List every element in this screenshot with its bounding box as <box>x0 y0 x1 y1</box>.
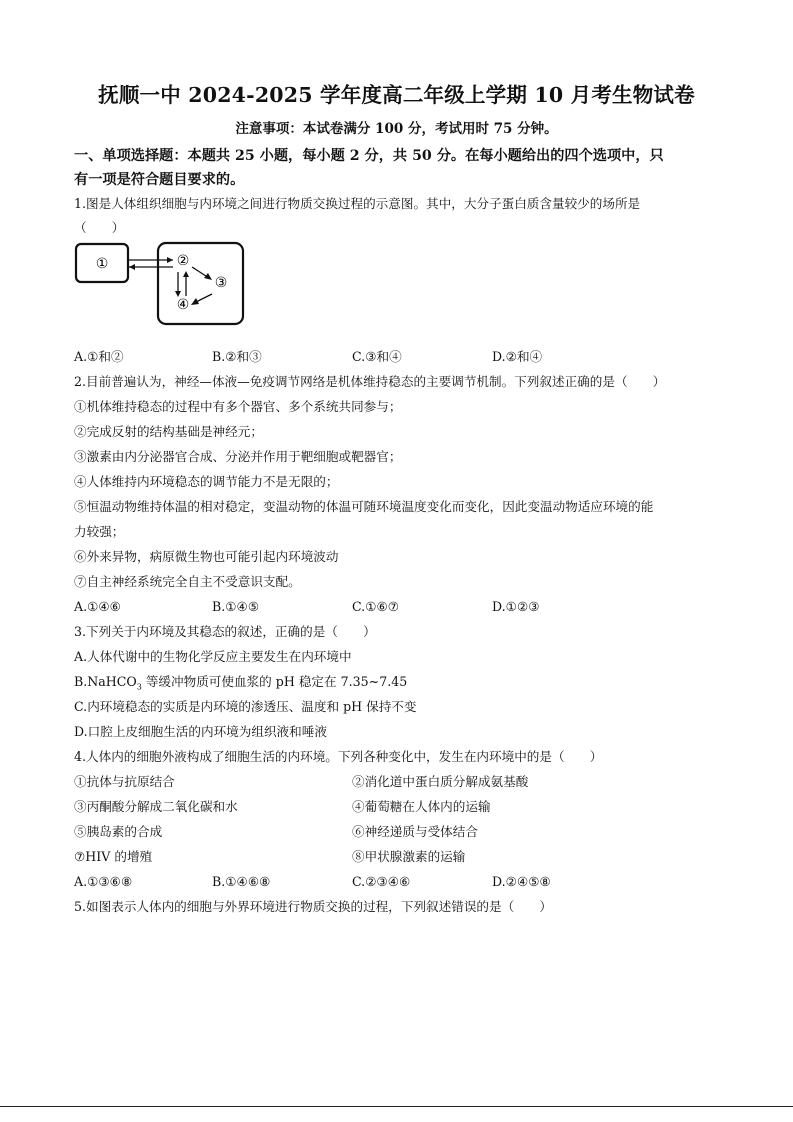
q2-item: ⑦自主神经系统完全自主不受意识支配。 <box>74 574 301 589</box>
figure-label-2: ② <box>176 253 190 269</box>
q3-option-c[interactable]: C.内环境稳态的实质是内环境的渗透压、温度和 pH 保持不变 <box>74 699 417 714</box>
q4-option-b[interactable]: B.①④⑥⑧ <box>212 874 271 889</box>
q1-option-d[interactable]: D.②和④ <box>492 349 543 364</box>
figure-label-3: ③ <box>214 275 228 291</box>
figure-label-4: ④ <box>176 297 190 313</box>
q2-item: ③激素由内分泌器官合成、分泌并作用于靶细胞或靶器官； <box>74 449 402 464</box>
section-heading-line1: 一、单项选择题：本题共 25 小题，每小题 2 分，共 50 分。在每小题给出的四个选项中，只 <box>74 148 664 164</box>
q2-item: ④人体维持内环境稳态的调节能力不是无限的； <box>74 474 339 489</box>
q4-stem: 4.人体内的细胞外液构成了细胞生活的内环境。下列各种变化中，发生在内环境中的是（ ） <box>74 749 603 764</box>
q1-option-a[interactable]: A.①和② <box>74 349 124 364</box>
q5-stem: 5.如图表示人体内的细胞与外界环境进行物质交换的过程，下列叙述错误的是（ ） <box>74 899 552 914</box>
q1-option-b[interactable]: B.②和③ <box>212 349 262 364</box>
q4-item: ④葡萄糖在人体内的运输 <box>352 799 491 814</box>
q2-option-c[interactable]: C.①⑥⑦ <box>352 599 400 614</box>
q2-item: ⑤恒温动物维持体温的相对稳定，变温动物的体温可随环境温度变化而变化，因此变温动物适应环境的能 <box>74 499 654 514</box>
q2-stem: 2.目前普遍认为，神经—体液—免疫调节网络是机体维持稳态的主要调节机制。下列叙述正确的是（ ） <box>74 374 666 389</box>
q4-item: ⑤胰岛素的合成 <box>74 824 163 839</box>
q3-option-b-pre: B.NaHCO <box>74 674 137 689</box>
q4-option-a[interactable]: A.①③⑥⑧ <box>74 874 133 889</box>
q4-item: ⑥神经递质与受体结合 <box>352 824 478 839</box>
q3-option-d[interactable]: D.口腔上皮细胞生活的内环境为组织液和唾液 <box>74 724 327 739</box>
section-heading-line2: 有一项是符合题目要求的。 <box>74 172 245 188</box>
q1-figure <box>72 240 248 328</box>
page-bottom-rule <box>0 1106 793 1107</box>
q3-option-a[interactable]: A.人体代谢中的生物化学反应主要发生在内环境中 <box>74 649 352 664</box>
q4-item: ⑦HIV 的增殖 <box>74 849 153 864</box>
q4-item: ⑧甲状腺激素的运输 <box>352 849 466 864</box>
q2-option-b[interactable]: B.①④⑤ <box>212 599 260 614</box>
q4-option-c[interactable]: C.②③④⑥ <box>352 874 411 889</box>
exam-notice: 注意事项：本试卷满分 100 分，考试用时 75 分钟。 <box>235 121 558 137</box>
q4-item: ②消化道中蛋白质分解成氨基酸 <box>352 774 529 789</box>
q3-option-b[interactable] <box>74 674 407 696</box>
q3-option-b-post: 等缓冲物质可使血浆的 pH 稳定在 7.35~7.45 <box>141 674 408 689</box>
q3-option-b-sub: 3 <box>136 682 142 692</box>
q1-stem-bracket: （ ） <box>74 220 125 235</box>
q2-item: ⑥外来异物，病原微生物也可能引起内环境波动 <box>74 549 339 564</box>
q2-option-d[interactable]: D.①②③ <box>492 599 540 614</box>
q1-option-c[interactable]: C.③和④ <box>352 349 402 364</box>
figure-label-1: ① <box>95 256 109 272</box>
q2-option-a[interactable]: A.①④⑥ <box>74 599 121 614</box>
q4-item: ③丙酮酸分解成二氧化碳和水 <box>74 799 238 814</box>
q1-stem: 1.图是人体组织细胞与内环境之间进行物质交换过程的示意图。其中，大分子蛋白质含量较少的场所是 <box>74 196 641 211</box>
q2-item: ②完成反射的结构基础是神经元； <box>74 424 263 439</box>
environment-box <box>158 243 243 324</box>
q4-item: ①抗体与抗原结合 <box>74 774 175 789</box>
exam-title: 抚顺一中 2024-2025 学年度高二年级上学期 10 月考生物试卷 <box>98 83 695 107</box>
q4-option-d[interactable]: D.②④⑤⑧ <box>492 874 551 889</box>
q2-item: 力较强； <box>74 524 125 539</box>
q2-item: ①机体维持稳态的过程中有多个器官、多个系统共同参与； <box>74 399 402 414</box>
q3-stem: 3.下列关于内环境及其稳态的叙述，正确的是（ ） <box>74 624 376 639</box>
